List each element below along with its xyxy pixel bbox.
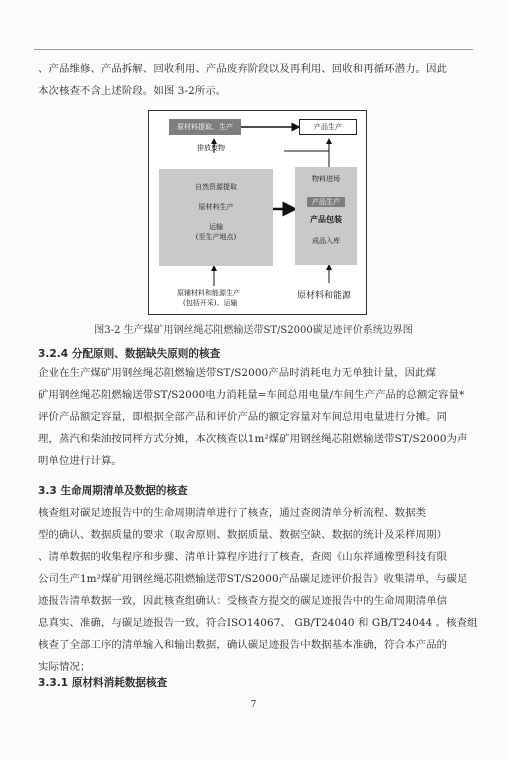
sec324-line-2: 矿用钢丝绳芯阻燃输送带ST/S2000电力消耗量=车间总用电量/车间生产产品的总额定容量* (38, 389, 465, 401)
production-stage-box (295, 167, 357, 265)
raw-material-extraction-box: 原材料提取、生产 (169, 119, 241, 135)
sec33-line-1: 核查组对碳足迹报告中的生命周期清单进行了核查，通过查阅清单分析流程、数据类 (38, 507, 427, 519)
figure-caption: 图3-2 生产煤矿用钢丝绳芯阻燃输送带ST/S2000碳足迹评价系统边界图 (94, 325, 413, 336)
bottom-left-label-line-1: 原辅材料和能源生产 (177, 289, 240, 297)
sec33-line-4: 公司生产1m²煤矿用钢丝绳芯阻燃输送带ST/S2000产品碳足迹评价报告》收集清单，与碳足 (38, 573, 468, 585)
page-number: 7 (250, 700, 257, 710)
sec324-line-5: 明单位进行计算。 (38, 455, 122, 467)
upstream-item-to-site: (至生产地点) (195, 233, 237, 241)
upstream-stage-box (159, 169, 273, 266)
sec33-line-5: 迹报告清单数据一致，因此核查组确认：受核查方提交的碳足迹报告中的生命周期清单信 (38, 595, 448, 607)
stage-item-production: 产品生产 (307, 197, 345, 207)
product-production-box: 产品生产 (299, 119, 357, 135)
sec33-line-2: 型的确认、数据质量的要求（取舍原则、数据质量、数据空缺、数据的统计及采样周期） (38, 529, 448, 541)
section-3-2-4-heading: 3.2.4 分配原则、数据缺失原则的核查 (38, 348, 221, 360)
upstream-item-extraction: 自然资源提取 (195, 183, 237, 191)
upstream-item-raw-production: 原材料生产 (198, 203, 234, 211)
stage-item-material-entry: 物料进场 (312, 175, 340, 183)
sec324-line-1: 企业在生产煤矿用钢丝绳芯阻燃输送带ST/S2000产品时消耗电力无单独计量，因此煤 (38, 367, 437, 379)
system-boundary-diagram (148, 110, 367, 315)
sec33-line-6: 息真实、准确，与碳足迹报告一致，符合ISO14067、 GB/T24040 和 GB/T24044 。核查组 (38, 617, 478, 629)
bottom-right-label: 原材料和能源 (297, 291, 352, 301)
sec324-line-3: 评价产品额定容量，即根据全部产品和评价产品的额定容量对车间总用电量进行分摊。同 (38, 411, 448, 423)
section-3-3-heading: 3.3 生命周期清单及数据的核查 (38, 485, 188, 497)
intro-line-2: 本次核查不含上述阶段。如图 3-2所示。 (38, 85, 227, 97)
sec324-line-4: 理，蒸汽和柴油按同样方式分摊，本次核查以1m²煤矿用钢丝绳芯阻燃输送带ST/S2000为声 (38, 433, 468, 445)
sec33-line-3: 、清单数据的收集程序和步骤、清单计算程序进行了核查，查阅《山东祥通橡塑科技有限 (38, 551, 448, 563)
sec33-line-8: 实际情况； (38, 661, 91, 673)
header-rule (34, 49, 473, 50)
emission-label: 排放废物 (197, 144, 225, 152)
intro-line-1: 、产品维修、产品拆解、回收利用、产品废弃阶段以及再利用、回收和再循环潜力。因此 (38, 63, 448, 75)
stage-item-packaging: 产品包装 (310, 214, 342, 224)
stage-item-warehousing: 成品入库 (312, 237, 340, 245)
bottom-left-label-line-2: (包括开采)、运输 (183, 299, 238, 307)
sec33-line-7: 核查了全部工序的清单输入和输出数据，确认碳足迹报告中数据基本准确，符合本产品的 (38, 639, 448, 651)
section-3-3-1-heading: 3.3.1 原材料消耗数据核查 (38, 677, 168, 689)
upstream-item-transport: 运输 (209, 223, 223, 231)
